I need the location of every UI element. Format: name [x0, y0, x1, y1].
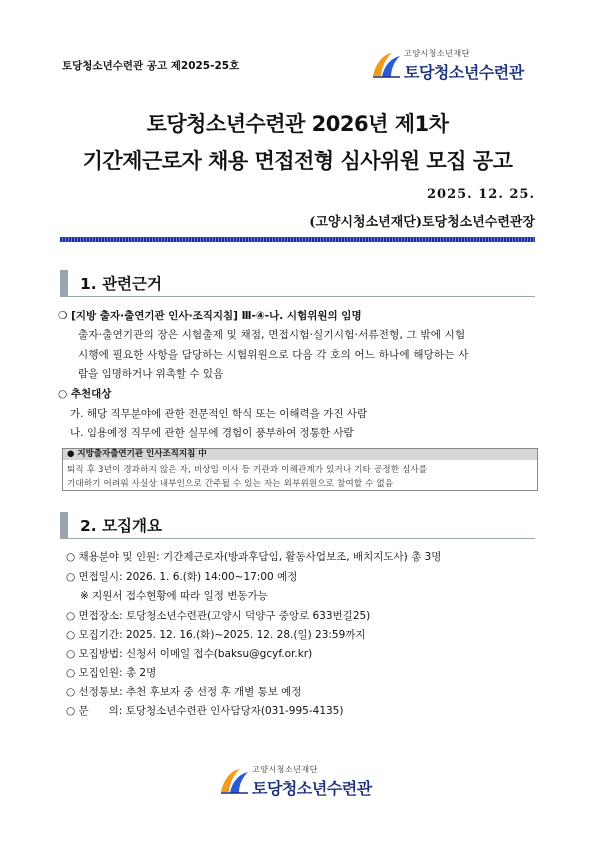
overview-item: ○ 선정통보: 추천 후보자 중 선정 후 개별 통보 예정: [66, 686, 302, 698]
overview-item: ○ 면접장소: 토당청소년수련관(고양시 덕양구 중앙로 633번길25): [66, 610, 371, 622]
guideline-note-box: [62, 448, 538, 491]
overview-note: ※ 지원서 접수현황에 따라 일정 변동가능: [80, 590, 268, 602]
basis-text-line: 시행에 필요한 사항을 담당하는 시험위원으로 다음 각 호의 어느 하나에 해당하는 사: [78, 349, 469, 361]
notice-date: 2025. 12. 25.: [427, 187, 535, 202]
logo-title: 토당청소년수련관: [252, 779, 372, 798]
section1-heading: [60, 270, 535, 297]
page-title-line2: 기간제근로자 채용 면접전형 심사위원 모집 공고: [82, 149, 513, 173]
target-label: ○ 추천대상: [58, 388, 112, 400]
header-divider: [60, 237, 535, 242]
basis-text-line: 출자·출연기관의 장은 시험출제 및 채점, 면접시험·실기시험·서류전형, 그 밖에 시험: [78, 329, 466, 341]
overview-item: ○ 모집기간: 2025. 12. 16.(화)~2025. 12. 28.(일) 23:59까지: [66, 629, 366, 641]
overview-item: ○ 면접일시: 2026. 1. 6.(화) 14:00~17:00 예정: [66, 571, 298, 583]
note-heading: ● 지방출자출연기관 인사조직지침 中: [63, 449, 537, 460]
overview-item: ○ 채용분야 및 인원: 기간제근로자(방과후담임, 활동사업보조, 배치지도사) 총 3명: [66, 551, 442, 563]
overview-item: ○ 문 의: 토당청소년수련관 인사담당자(031-995-4135): [66, 705, 344, 717]
note-line: 퇴직 후 3년이 경과하지 않은 자, 비상임 이사 등 기관과 이해관계가 있거나 기타 공정한 심사를: [67, 465, 428, 475]
logo-subtitle: 고양시청소년재단: [404, 49, 470, 58]
footer-logo: [216, 762, 386, 802]
target-item: 나. 임용예정 직무에 관한 실무에 경험이 풍부하여 정통한 사람: [70, 427, 354, 439]
logo-subtitle: 고양시청소년재단: [252, 765, 318, 774]
note-line: 기대하기 어려워 사실상 내부인으로 간주될 수 있는 자는 외부위원으로 참여할 수 없음: [67, 479, 394, 489]
section2-title: 2. 모집개요: [80, 517, 162, 535]
logo-mark-icon: [370, 50, 402, 80]
basis-text-line: 람을 임명하거나 위촉할 수 있음: [78, 368, 224, 380]
section-bar: [60, 512, 68, 538]
basis-label: ❍ [지방 출자·출연기관 인사·조직지침] Ⅲ-④-나. 시험위원의 임명: [58, 310, 362, 322]
target-item: 가. 해당 직무분야에 관한 전문적인 학식 또는 이해력을 가진 사람: [70, 408, 368, 420]
overview-item: ○ 모집방법: 신청서 이메일 접수(baksu@gcyf.or.kr): [66, 648, 313, 660]
notice-number: 토당청소년수련관 공고 제2025-25호: [62, 60, 240, 72]
overview-item: ○ 모집인원: 총 2명: [66, 667, 157, 679]
page-title-line1: 토당청소년수련관 2026년 제1차: [146, 112, 449, 136]
section-bar: [60, 270, 68, 296]
section1-title: 1. 관련근거: [80, 275, 162, 293]
organization-logo: [368, 46, 538, 86]
issuer: (고양시청소년재단)토당청소년수련관장: [309, 215, 535, 230]
logo-mark-icon: [218, 766, 250, 796]
section2-heading: [60, 512, 535, 539]
logo-title: 토당청소년수련관: [404, 63, 524, 82]
